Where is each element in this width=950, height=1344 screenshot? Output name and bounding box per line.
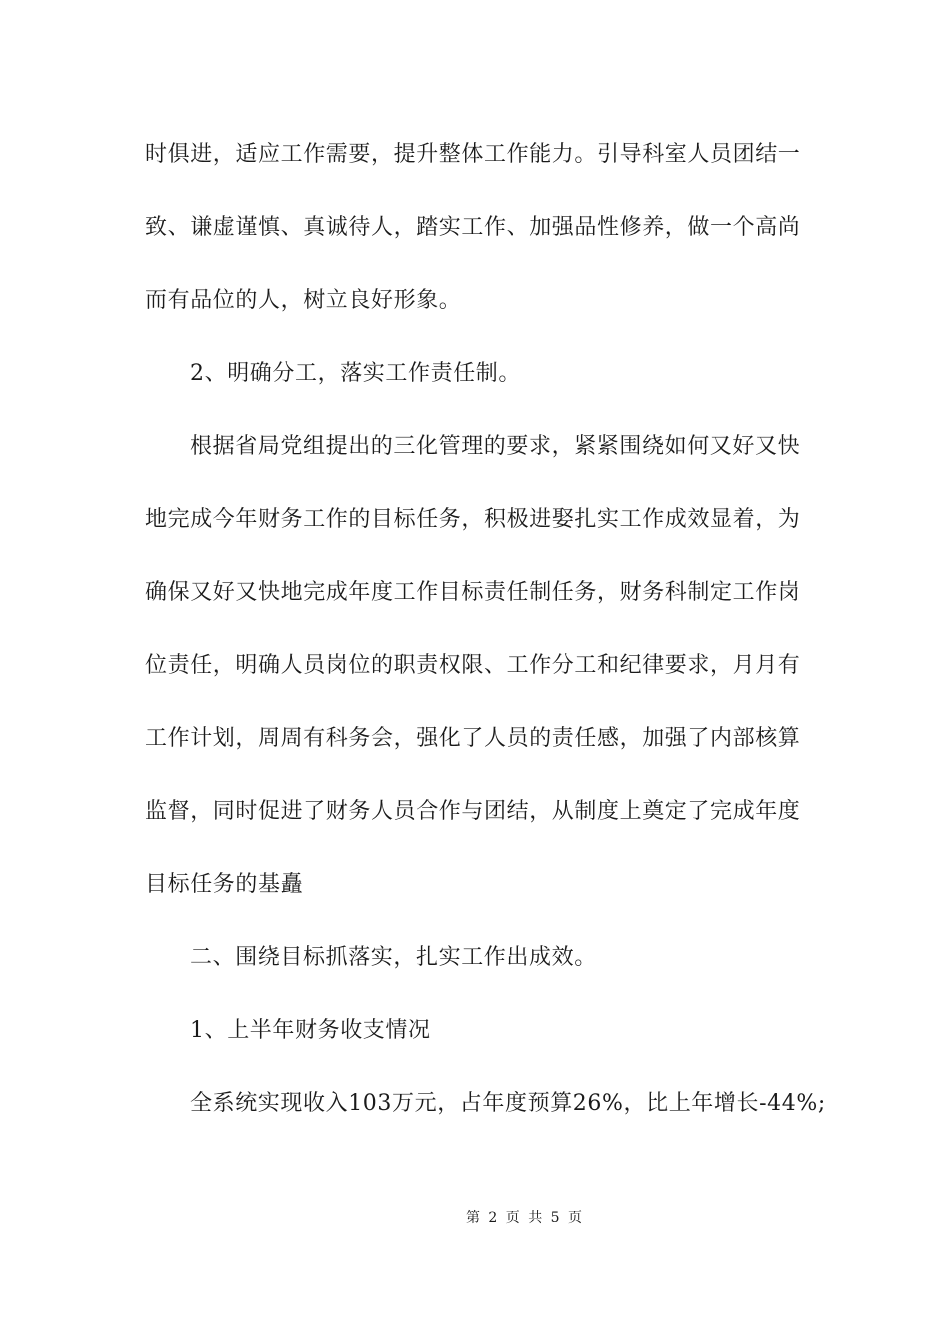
paragraph-line: 确保又好又快地完成年度工作目标责任制任务，财务科制定工作岗 [145, 580, 801, 605]
paragraph-line: 地完成今年财务工作的目标任务，积极进娶扎实工作成效显着，为 [145, 507, 801, 532]
section-heading: 2、明确分工，落实工作责任制。 [190, 361, 521, 386]
paragraph-line: 位责任，明确人员岗位的职责权限、工作分工和纪律要求，月月有 [145, 653, 801, 678]
subsection-heading: 1、上半年财务收支情况 [190, 1018, 431, 1043]
paragraph-line: 全系统实现收入103万元，占年度预算26%，比上年增长-44%; [190, 1091, 826, 1116]
section-heading: 二、围绕目标抓落实，扎实工作出成效。 [190, 945, 597, 970]
paragraph-line: 监督，同时促进了财务人员合作与团结，从制度上奠定了完成年度 [145, 799, 801, 824]
page-number-footer: 第 2 页 共 5 页 [465, 1210, 585, 1226]
paragraph-line: 根据省局党组提出的三化管理的要求，紧紧围绕如何又好又快 [190, 434, 801, 459]
paragraph-line: 工作计划，周周有科务会，强化了人员的责任感，加强了内部核算 [145, 726, 801, 751]
paragraph-line: 目标任务的基矗 [145, 872, 304, 897]
paragraph-line: 而有品位的人，树立良好形象。 [145, 288, 462, 313]
paragraph-line: 致、谦虚谨慎、真诚待人，踏实工作、加强品性修养，做一个高尚 [145, 215, 801, 240]
paragraph-line: 时俱进，适应工作需要，提升整体工作能力。引导科室人员团结一 [145, 142, 801, 167]
